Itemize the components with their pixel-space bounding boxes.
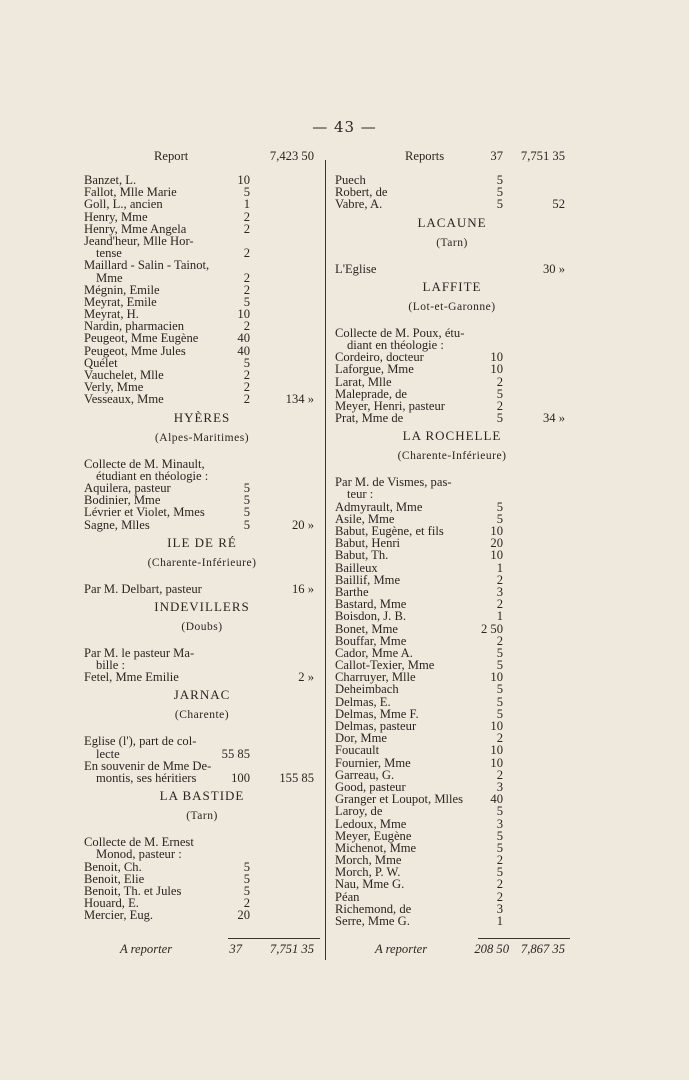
entry-name: Mégnin, Emile <box>84 282 160 297</box>
entry-amount: 5 <box>243 859 250 874</box>
entry-line <box>335 878 569 890</box>
entry-name: Bodinier, Mme <box>84 493 161 508</box>
entry-name: Reports <box>405 149 445 163</box>
entry-name: Richemond, de <box>335 901 412 916</box>
entry-name: L'Eglise <box>335 261 377 276</box>
entry-line <box>84 861 320 873</box>
entry-amount: 5 <box>496 511 503 526</box>
footer-left-total: 7,751 35 <box>269 942 314 956</box>
entry-name: Callot-Texier, Mme <box>335 658 435 673</box>
department-subheading: (Charente-Inférieure) <box>147 556 257 569</box>
entry-name: Bonet, Mme <box>335 621 398 636</box>
entry-name: Monod, pasteur : <box>96 847 182 862</box>
entry-name: Par M. le pasteur Ma- <box>84 645 195 660</box>
entry-name: Bouffar, Mme <box>335 633 407 648</box>
entry-total: 2 » <box>298 670 314 685</box>
department-subheading: (Charente) <box>174 709 230 722</box>
entry-line <box>335 263 569 275</box>
entry-name: Goll, L., ancien <box>84 197 163 212</box>
entry-name: Verly, Mme <box>84 380 144 395</box>
entry-name: Bastard, Mme <box>335 597 407 612</box>
entry-line <box>84 332 320 344</box>
entry-name: teur : <box>347 487 374 502</box>
entry-amount: 3 <box>496 901 503 916</box>
entry-total: 34 » <box>542 411 565 426</box>
entry-amount: 2 <box>496 398 503 413</box>
entry-name: Laforgue, Mme <box>335 362 414 377</box>
entry-amount: 5 <box>243 493 250 508</box>
department-subheading: (Charente-Inférieure) <box>397 450 507 463</box>
footer-rule-left <box>228 938 320 939</box>
entry-line <box>335 805 569 817</box>
entry-amount: 2 <box>243 282 250 297</box>
entry-amount: 10 <box>490 719 503 733</box>
entry-name: Babut, Henri <box>335 536 401 551</box>
footer-right-label: A reporter <box>375 942 428 956</box>
entry-name: étudiant en théologie : <box>96 468 209 483</box>
right-column <box>335 150 569 927</box>
entry-name: Prat, Mme de <box>335 411 404 426</box>
entry-name: Fallot, Mlle Marie <box>84 185 177 200</box>
entry-line <box>335 818 569 830</box>
entry-line <box>84 848 320 860</box>
entry-line <box>84 671 320 683</box>
entry-amount: 10 <box>490 524 503 538</box>
entry-line <box>335 683 569 695</box>
entry-name: Lévrier et Violet, Mmes <box>84 505 205 520</box>
entry-name: Mercier, Eug. <box>84 908 154 923</box>
column-divider <box>325 160 326 960</box>
entry-amount: 10 <box>490 350 503 365</box>
entry-amount: 2 <box>243 380 250 395</box>
entry-amount: 2 <box>496 572 503 587</box>
footer-rule-right <box>478 938 570 939</box>
entry-name: bille : <box>96 658 126 673</box>
entry-total: 7,423 50 <box>269 149 314 163</box>
entry-line <box>84 519 320 531</box>
entry-amount: 10 <box>490 670 503 685</box>
entry-name: Boisdon, J. B. <box>335 609 407 624</box>
footer-right-subtotal: 208 50 <box>474 942 509 956</box>
entry-name: Peugeot, Mme Jules <box>84 343 186 358</box>
entry-amount: 2 <box>496 731 503 746</box>
entry-name: Morch, P. W. <box>335 865 401 880</box>
entry-line <box>84 393 320 405</box>
entry-name: Collecte de M. Poux, étu- <box>335 325 465 340</box>
entry-total: 20 » <box>291 517 314 532</box>
entry-amount: 5 <box>496 682 503 697</box>
entry-name: Fetel, Mme Emilie <box>84 670 179 685</box>
entry-name: Meyer, Henri, pasteur <box>335 398 445 413</box>
entry-amount: 37 <box>490 149 503 163</box>
entry-name: Admyrault, Mme <box>335 499 423 514</box>
entry-name: Collecte de M. Minault, <box>84 456 205 471</box>
entry-name: Benoit, Elie <box>84 871 145 886</box>
entry-name: Péan <box>335 889 360 904</box>
entry-line <box>335 562 569 574</box>
entry-name: Mme <box>96 270 123 285</box>
entry-amount: 5 <box>243 294 250 309</box>
entry-amount: 40 <box>237 343 250 358</box>
entry-name: Benoit, Ch. <box>84 859 142 874</box>
entry-line <box>335 915 569 927</box>
entry-line <box>335 610 569 622</box>
entry-name: Laroy, de <box>335 804 383 819</box>
entry-total: 155 85 <box>279 771 314 785</box>
entry-name: montis, ses héritiers <box>96 771 197 785</box>
entry-name: Henry, Mme <box>84 209 148 224</box>
entry-name: Meyrat, Emile <box>84 294 157 309</box>
entry-name: Babut, Eugène, et fils <box>335 524 444 538</box>
entry-amount: 1 <box>243 197 250 212</box>
entry-amount: 40 <box>490 792 503 807</box>
entry-name: Delmas, pasteur <box>335 719 417 733</box>
entry-line <box>335 488 569 500</box>
entry-amount: 1 <box>496 914 503 928</box>
locality-heading: ILE DE RÉ <box>167 534 237 550</box>
entry-amount: 1 <box>496 609 503 624</box>
entry-name: Babut, Th. <box>335 548 389 563</box>
entry-name: diant en théologie : <box>347 337 444 352</box>
locality-heading: INDEVILLERS <box>154 598 250 614</box>
entry-amount: 5 <box>496 185 503 200</box>
page-number: — 43 — <box>312 118 377 136</box>
entry-amount: 5 <box>243 185 250 200</box>
entry-name: Collecte de M. Ernest <box>84 835 194 850</box>
entry-amount: 10 <box>490 362 503 377</box>
entry-amount: 2 <box>496 889 503 904</box>
entry-name: Ledoux, Mme <box>335 816 407 831</box>
department-subheading: (Doubs) <box>181 620 223 633</box>
department-subheading: (Lot-et-Garonne) <box>408 300 496 313</box>
entry-total: 7,751 35 <box>520 149 565 163</box>
entry-name: Vabre, A. <box>335 197 383 212</box>
entry-amount: 5 <box>243 480 250 495</box>
entry-name: Baillif, Mme <box>335 572 401 587</box>
entry-amount: 20 <box>237 908 250 923</box>
entry-name: Charruyer, Mlle <box>335 670 416 685</box>
entry-amount: 5 <box>243 505 250 520</box>
entry-amount: 5 <box>243 883 250 898</box>
entry-amount: 5 <box>496 499 503 514</box>
entry-amount: 5 <box>496 658 503 673</box>
entry-line <box>84 735 320 747</box>
entry-line <box>335 376 569 388</box>
entry-amount: 5 <box>496 840 503 855</box>
report-line <box>335 150 569 168</box>
entry-name: Cador, Mme A. <box>335 645 413 660</box>
locality-heading: LAFFITE <box>422 278 482 294</box>
entry-name: Good, pasteur <box>335 779 406 794</box>
entry-name: Garreau, G. <box>335 767 395 782</box>
entry-amount: 5 <box>496 411 503 426</box>
entry-amount: 2 <box>243 246 250 261</box>
entry-line <box>335 412 569 424</box>
entry-amount: 5 <box>496 865 503 880</box>
entry-name: En souvenir de Mme De- <box>84 758 212 773</box>
entry-name: Quélet <box>84 355 118 370</box>
entry-name: Barthe <box>335 584 369 599</box>
entry-amount: 5 <box>496 173 503 187</box>
entry-amount: 2 <box>243 221 250 236</box>
entry-amount: 5 <box>243 517 250 532</box>
entry-line <box>84 506 320 518</box>
entry-amount: 5 <box>243 355 250 370</box>
entry-line <box>335 757 569 769</box>
entry-amount: 40 <box>237 331 250 346</box>
entry-name: Cordeiro, docteur <box>335 350 424 365</box>
entry-amount: 2 <box>243 209 250 224</box>
entry-amount: 10 <box>490 755 503 770</box>
entry-name: Report <box>154 149 189 163</box>
entry-name: Houard, E. <box>84 896 139 911</box>
entry-line <box>84 211 320 223</box>
department-subheading: (Tarn) <box>186 810 218 823</box>
entry-line <box>84 772 320 784</box>
entry-line <box>84 748 320 760</box>
entry-amount: 10 <box>490 548 503 563</box>
entry-amount: 2 <box>496 767 503 782</box>
entry-name: Henry, Mme Angela <box>84 221 187 236</box>
locality-heading: JARNAC <box>173 687 231 703</box>
entry-line <box>335 696 569 708</box>
entry-amount: 2 <box>496 374 503 389</box>
entry-amount: 5 <box>496 694 503 709</box>
entry-amount: 20 <box>490 536 503 551</box>
entry-amount: 10 <box>490 743 503 758</box>
entry-name: Meyer, Eugène <box>335 828 412 843</box>
department-subheading: (Tarn) <box>436 236 468 249</box>
entry-line <box>335 574 569 586</box>
entry-line <box>84 458 320 470</box>
entry-name: Delmas, E. <box>335 694 391 709</box>
entry-amount: 100 <box>231 771 250 785</box>
entry-amount: 5 <box>496 197 503 212</box>
entry-amount: 2 <box>243 270 250 285</box>
entry-amount: 10 <box>237 173 250 187</box>
entry-amount: 2 50 <box>480 621 503 636</box>
entry-name: Jeand'heur, Mlle Hor- <box>84 233 194 248</box>
entry-name: Granger et Loupot, Mlles <box>335 792 464 807</box>
entry-amount: 10 <box>237 307 250 322</box>
entry-line <box>335 549 569 561</box>
entry-line <box>335 501 569 513</box>
locality-heading: LA ROCHELLE <box>402 428 502 444</box>
entry-line <box>335 363 569 375</box>
left-column <box>84 150 320 922</box>
entry-name: Nau, Mme G. <box>335 877 405 892</box>
entry-line <box>84 272 320 284</box>
entry-amount: 5 <box>496 386 503 401</box>
entry-amount: 2 <box>496 597 503 612</box>
entry-name: Vesseaux, Mme <box>84 392 164 407</box>
entry-name: Par M. de Vismes, pas- <box>335 475 452 490</box>
entry-name: Vauchelet, Mlle <box>84 368 164 382</box>
entry-name: Sagne, Mlles <box>84 517 150 532</box>
department-subheading: (Alpes-Maritimes) <box>154 431 250 444</box>
entry-name: Robert, de <box>335 185 388 200</box>
locality-heading: LACAUNE <box>417 214 487 230</box>
entry-amount: 55 85 <box>221 746 250 761</box>
entry-amount: 5 <box>496 828 503 843</box>
entry-name: Larat, Mlle <box>335 374 392 389</box>
entry-line <box>84 583 320 595</box>
entry-line <box>84 198 320 210</box>
entry-name: Banzet, L. <box>84 173 137 187</box>
entry-amount: 2 <box>243 392 250 407</box>
entry-name: Morch, Mme <box>335 853 402 868</box>
entry-name: Asile, Mme <box>335 511 395 526</box>
entry-name: Aquilera, pasteur <box>84 480 171 495</box>
entry-name: Foucault <box>335 743 380 758</box>
entry-amount: 2 <box>243 319 250 334</box>
entry-amount: 5 <box>496 706 503 721</box>
entry-name: Michenot, Mme <box>335 840 417 855</box>
entry-name: Benoit, Th. et Jules <box>84 883 182 898</box>
report-line <box>84 150 320 168</box>
entry-amount: 5 <box>496 804 503 819</box>
entry-name: Puech <box>335 173 366 187</box>
locality-heading: HYÈRES <box>173 409 231 425</box>
footer-left-subtotal: 37 <box>229 942 242 956</box>
entry-name: Fournier, Mme <box>335 755 411 770</box>
entry-amount: 2 <box>243 368 250 382</box>
entry-name: Delmas, Mme F. <box>335 706 419 721</box>
entry-name: Par M. Delbart, pasteur <box>84 581 202 596</box>
entry-name: Bailleux <box>335 560 378 575</box>
entry-line <box>84 259 320 271</box>
entry-line <box>335 623 569 635</box>
entry-total: 30 » <box>542 261 565 276</box>
entry-amount: 3 <box>496 816 503 831</box>
entry-amount: 5 <box>243 871 250 886</box>
entry-name: Serre, Mme G. <box>335 914 410 928</box>
entry-amount: 3 <box>496 584 503 599</box>
entry-line <box>335 744 569 756</box>
entry-name: Nardin, pharmacien <box>84 319 185 334</box>
entry-total: 52 <box>552 197 565 212</box>
entry-amount: 3 <box>496 779 503 794</box>
entry-amount: 5 <box>496 645 503 660</box>
locality-heading: LA BASTIDE <box>159 788 245 804</box>
entry-amount: 2 <box>496 853 503 868</box>
entry-name: Maleprade, de <box>335 386 408 401</box>
entry-line <box>84 345 320 357</box>
entry-name: Maillard - Salin - Tainot, <box>84 258 210 273</box>
entry-amount: 2 <box>496 877 503 892</box>
entry-total: 16 » <box>291 581 314 596</box>
entry-amount: 2 <box>496 633 503 648</box>
entry-name: Deheimbach <box>335 682 399 697</box>
entry-line <box>335 198 569 210</box>
entry-name: tense <box>96 246 122 261</box>
entry-line <box>84 909 320 921</box>
entry-amount: 2 <box>243 896 250 911</box>
entry-name: lecte <box>96 746 120 761</box>
entry-amount: 1 <box>496 560 503 575</box>
entry-name: Dor, Mme <box>335 731 387 746</box>
entry-total: 134 » <box>285 392 314 407</box>
footer-left-label: A reporter <box>120 942 173 956</box>
entry-name: Meyrat, H. <box>84 307 139 322</box>
entry-name: Peugeot, Mme Eugène <box>84 331 199 346</box>
footer-right-total: 7,867 35 <box>520 942 565 956</box>
entry-line <box>335 891 569 903</box>
entry-name: Eglise (l'), part de col- <box>84 734 197 749</box>
